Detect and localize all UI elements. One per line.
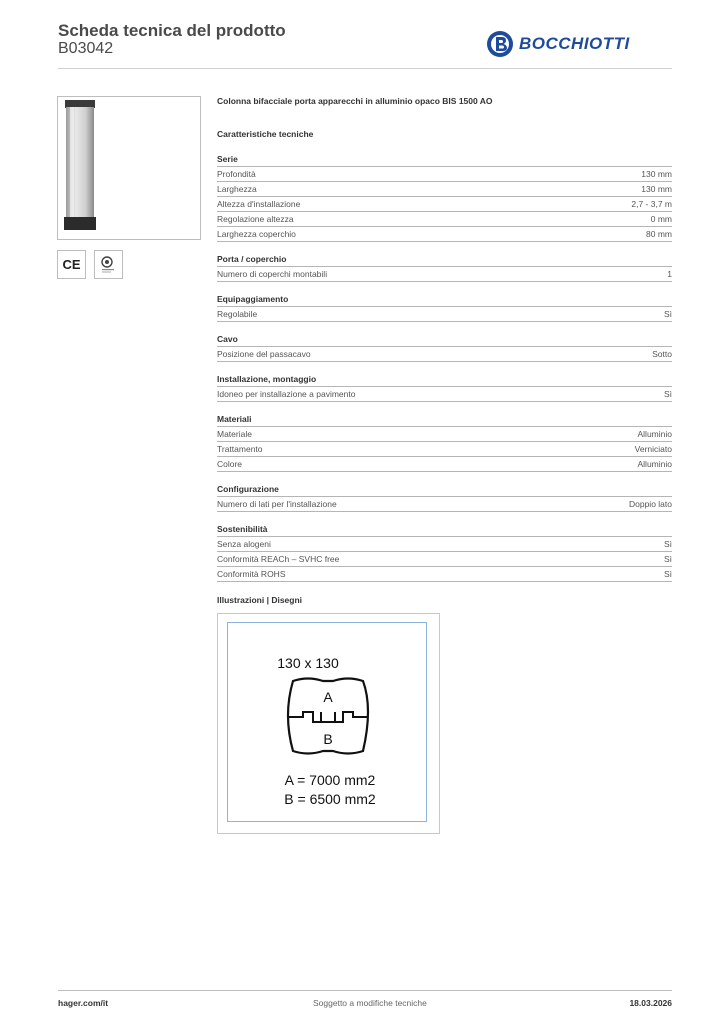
drawing-frame (227, 622, 427, 822)
spec-row (217, 227, 672, 242)
compartment-b-label: B (323, 731, 333, 747)
compartment-a-label: A (323, 689, 333, 705)
spec-label: Larghezza (217, 184, 257, 194)
spec-label: Numero di coperchi montabili (217, 269, 328, 279)
cross-section-drawing (217, 613, 440, 834)
spec-row (217, 497, 672, 512)
bocchiotti-logo-icon (486, 30, 514, 58)
section-equipaggiamento (217, 294, 672, 322)
spec-value: 130 mm (641, 184, 672, 194)
spec-value: Sì (663, 569, 672, 579)
product-description: Colonna bifacciale porta apparecchi in alluminio opaco BIS 1500 AO (217, 96, 493, 106)
section-title: Cavo (217, 334, 672, 347)
spec-value: Sì (663, 389, 672, 399)
spec-label: Colore (217, 459, 243, 469)
spec-value: 80 mm (646, 229, 672, 239)
section-porta-coperchio (217, 254, 672, 282)
product-column-image (58, 97, 200, 239)
spec-row (217, 537, 672, 552)
spec-label: Regolazione altezza (217, 214, 294, 224)
spec-row (217, 567, 672, 582)
spec-row (217, 347, 672, 362)
cross-section-svg (228, 623, 426, 821)
spec-value: 2,7 - 3,7 m (631, 199, 672, 209)
spec-value: Doppio lato (628, 499, 672, 509)
ce-mark: CE (57, 250, 86, 279)
spec-label: Conformità REACh – SVHC free (217, 554, 340, 564)
spec-label: Senza alogeni (217, 539, 271, 549)
section-cavo (217, 334, 672, 362)
dimension-label: 130 x 130 (277, 655, 339, 671)
section-title: Sostenibilità (217, 524, 672, 537)
spec-value: 130 mm (641, 169, 672, 179)
spec-label: Altezza d'installazione (217, 199, 301, 209)
section-serie (217, 154, 672, 242)
product-image-frame (57, 96, 201, 240)
section-title: Materiali (217, 414, 672, 427)
spec-row (217, 197, 672, 212)
spec-label: Materiale (217, 429, 252, 439)
spec-row (217, 387, 672, 402)
spec-value: 0 mm (650, 214, 672, 224)
spec-heading: Caratteristiche tecniche (217, 129, 314, 139)
spec-row (217, 457, 672, 472)
spec-label: Regolabile (217, 309, 258, 319)
page-title: Scheda tecnica del prodotto (58, 21, 286, 40)
brand-name: BOCCHIOTTI (519, 34, 630, 53)
spec-label: Profondità (217, 169, 256, 179)
spec-row (217, 442, 672, 457)
spec-value: Sì (663, 554, 672, 564)
footer-divider (58, 990, 672, 991)
footer-date: 18.03.2026 (629, 998, 672, 1008)
spec-row (217, 182, 672, 197)
spec-value: Alluminio (637, 459, 672, 469)
spec-label: Larghezza coperchio (217, 229, 296, 239)
spec-row (217, 427, 672, 442)
spec-label: Conformità ROHS (217, 569, 286, 579)
spec-value: 1 (667, 269, 672, 279)
area-a-label: A = 7000 mm2 (284, 772, 376, 788)
footer-website-link[interactable]: hager.com/it (58, 998, 109, 1008)
spec-row (217, 167, 672, 182)
section-materiali (217, 414, 672, 472)
profile-center-bracket (321, 712, 335, 722)
spec-value: Sotto (652, 349, 672, 359)
brand-logo (486, 29, 672, 59)
spec-row (217, 212, 672, 227)
spec-label: Numero di lati per l'installazione (217, 499, 337, 509)
spec-value: Sì (663, 539, 672, 549)
footer-note: Soggetto a modifiche tecniche (313, 998, 427, 1008)
profile-divider (288, 712, 368, 722)
spec-row (217, 307, 672, 322)
spec-row (217, 267, 672, 282)
spec-label: Trattamento (217, 444, 263, 454)
section-title: Equipaggiamento (217, 294, 672, 307)
area-b-label: B = 6500 mm2 (284, 791, 376, 807)
imq-certification-icon (98, 254, 120, 276)
header-divider (58, 68, 672, 69)
illustrations-title: Illustrazioni | Disegni (217, 595, 303, 605)
spec-label: Posizione del passacavo (217, 349, 311, 359)
section-sostenibilita (217, 524, 672, 582)
section-installazione (217, 374, 672, 402)
imq-mark (94, 250, 123, 279)
section-title: Porta / coperchio (217, 254, 672, 267)
spec-value: Sì (663, 309, 672, 319)
product-code: B03042 (58, 40, 114, 57)
spec-label: Idoneo per installazione a pavimento (217, 389, 356, 399)
spec-value: Verniciato (634, 444, 672, 454)
spec-value: Alluminio (637, 429, 672, 439)
section-configurazione (217, 484, 672, 512)
spec-row (217, 552, 672, 567)
section-title: Configurazione (217, 484, 672, 497)
specification-panel (217, 96, 672, 582)
section-title: Installazione, montaggio (217, 374, 672, 387)
section-title: Serie (217, 154, 672, 167)
